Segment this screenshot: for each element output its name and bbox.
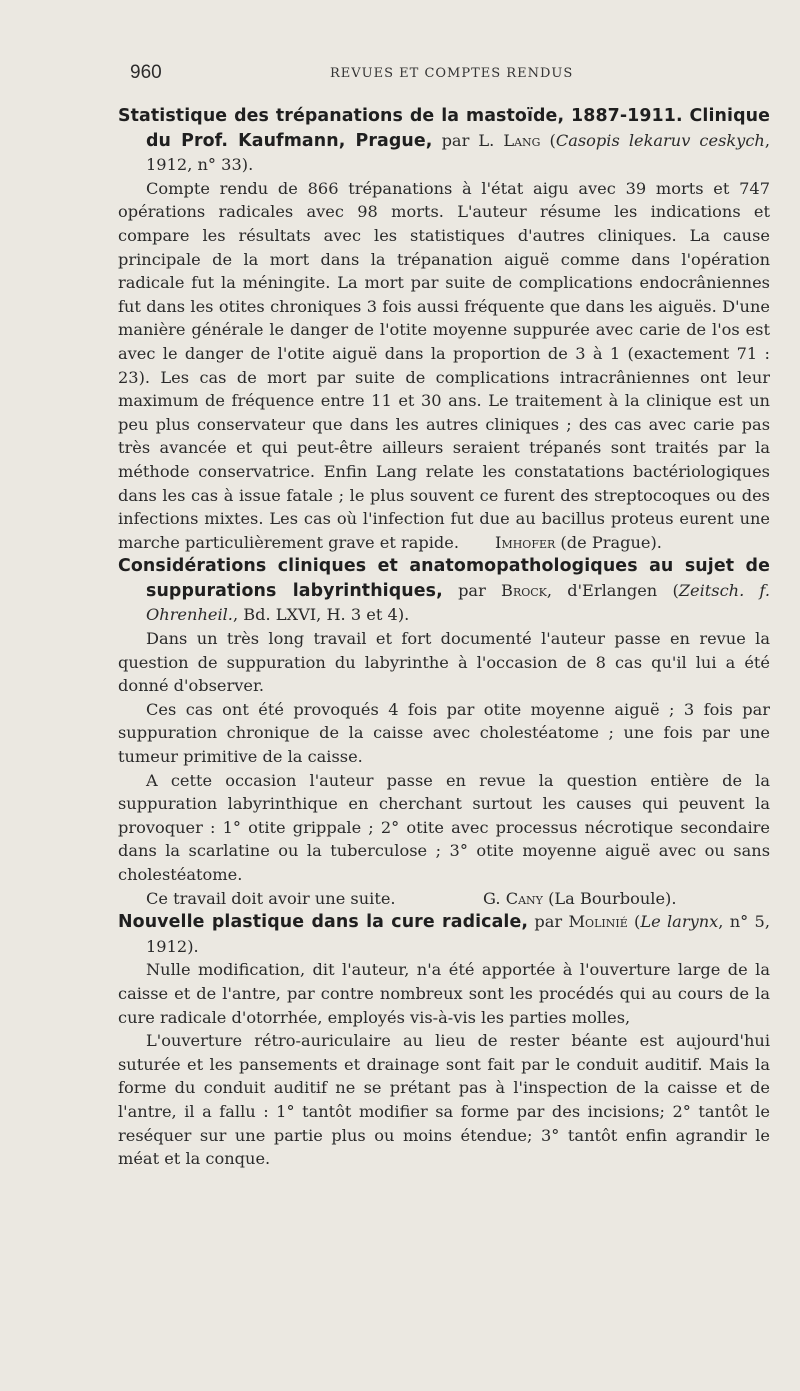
- article-3-author: Molinié: [568, 912, 628, 932]
- article-2-para-3: A cette occasion l'auteur passe en revue la question entière de la suppuration labyrinthique en cherchant surtout les causes qui peuvent la provoquer : 1° otite grippale ; 2° otite avec processus nécrotique secondaire dans la scarlatine ou la tuberculose ; 3° otite moyenne aiguë avec ou sans cholestéatome.: [118, 770, 770, 884]
- article-2-author-after: , d'Erlangen (: [546, 580, 679, 600]
- article-2-title: Considérations cliniques et anatomopathologiques au sujet de suppurations labyrinthiques,: [118, 556, 770, 601]
- article-1-par: par L.: [441, 130, 495, 150]
- article-3-para-2: L'ouverture rétro-auriculaire au lieu de rester béante est aujourd'hui suturée et les pansements et drainage sont fait par le conduit auditif. Mais la forme du conduit auditif ne se prétant pas à l'inspection de la caisse et de l'antre, il a fallu : 1° tantôt modifier sa forme par des incisions; 2° tantôt le reséquer sur une partie plus ou moins étendue; 3° tantôt enfin agrandir le méat et la conque.: [118, 1031, 770, 1169]
- article-3-para-1: Nulle modification, dit l'auteur, n'a été apportée à l'ouverture large de la caisse et de l'antre, par contre nombreux sont les procédés qui au cours de la cure radicale d'otorrhée, employés vis-à-vis les parties molles,: [118, 960, 770, 1027]
- article-1-heading: [118, 104, 770, 177]
- article-2-author: Brock: [501, 580, 547, 600]
- article-2-para-1: Dans un très long travail et fort documenté l'auteur passe en revue la question de suppuration du labyrinthe à l'occasion de 8 cas qu'il lui a été donné d'observer.: [118, 629, 770, 696]
- article-1-reviewer: Imhofer: [495, 532, 556, 552]
- article-2-source-title: Zeitsch. f. Ohrenheil.: [146, 580, 770, 625]
- article-2-source-rest: , Bd. LXVI, H. 3 et 4).: [232, 605, 410, 625]
- page-number: 960: [130, 62, 162, 83]
- article-2-para-4: [118, 887, 770, 911]
- article-1-reviewer-city: (de Prague).: [560, 532, 662, 552]
- article-3-heading: [118, 910, 770, 958]
- article-1-source-open: (: [549, 130, 556, 150]
- article-3-source-title: Le larynx: [640, 912, 719, 932]
- article-1-body: [118, 177, 770, 555]
- article-1-source-title: Casopis lekaruv ceskych: [555, 130, 765, 150]
- article-1-source-rest: , 1912, n° 33).: [146, 130, 770, 175]
- running-title: REVUES ET COMPTES RENDUS: [330, 66, 574, 81]
- article-2-par: par: [458, 580, 486, 600]
- article-2-reviewer-city: (La Bourboule).: [548, 888, 677, 908]
- article-2-para-4-text: Ce travail doit avoir une suite.: [146, 888, 396, 908]
- article-3-par: par: [534, 912, 563, 932]
- article-2-reviewer-initial: G.: [483, 888, 501, 908]
- page-header: [130, 62, 760, 88]
- article-1-title: Statistique des trépanations de la mastoïde, 1887-1911. Clinique du Prof. Kaufmann, Prague,: [118, 106, 770, 151]
- article-2-heading: [118, 554, 770, 627]
- article-3-title: Nouvelle plastique dans la cure radicale,: [118, 912, 529, 933]
- article-1-author: Lang: [503, 130, 541, 150]
- article-3-source-open: (: [634, 912, 641, 932]
- article-1-body-text: Compte rendu de 866 trépanations à l'état aigu avec 39 morts et 747 opérations radicales avec 98 morts. L'auteur résume les indications et compare les résultats avec les statistiques d'autres cliniques. La cause principale de la mort dans la trépanation aiguë comme dans l'opération radicale fut la méningite. La mort par suite de complications endocrâniennes fut dans les otites chroniques 3 fois aussi fréquente que dans les aiguës. D'une manière générale le danger de l'otite moyenne suppurée avec carie de l'os est avec le danger de l'otite aiguë dans la proportion de 3 à 1 (exactement 71 : 23). Les cas de mort par suite de complications intracrâniennes ont leur maximum de fréquence entre 11 et 30 ans. Le traitement à la clinique est un peu plus conservateur que dans les autres cliniques ; des cas avec carie pas très avancée et qui peut-être ailleurs seraient trépanés sont traités par la méthode conservatrice. Enfin Lang relate les constatations bactériologiques dans les cas à issue fatale ; le plus souvent ce furent des streptocoques ou des infections mixtes. Les cas où l'infection fut due au bacillus proteus eurent une marche particulièrement grave et rapide.: [118, 178, 770, 552]
- article-2-para-2: Ces cas ont été provoqués 4 fois par otite moyenne aiguë ; 3 fois par suppuration chronique de la caisse avec cholestéatome ; une fois par une tumeur primitive de la caisse.: [118, 699, 770, 767]
- article-3-source-rest: , n° 5, 1912).: [146, 912, 770, 956]
- text-column: [118, 104, 770, 1171]
- article-2-reviewer: Cany: [505, 888, 543, 908]
